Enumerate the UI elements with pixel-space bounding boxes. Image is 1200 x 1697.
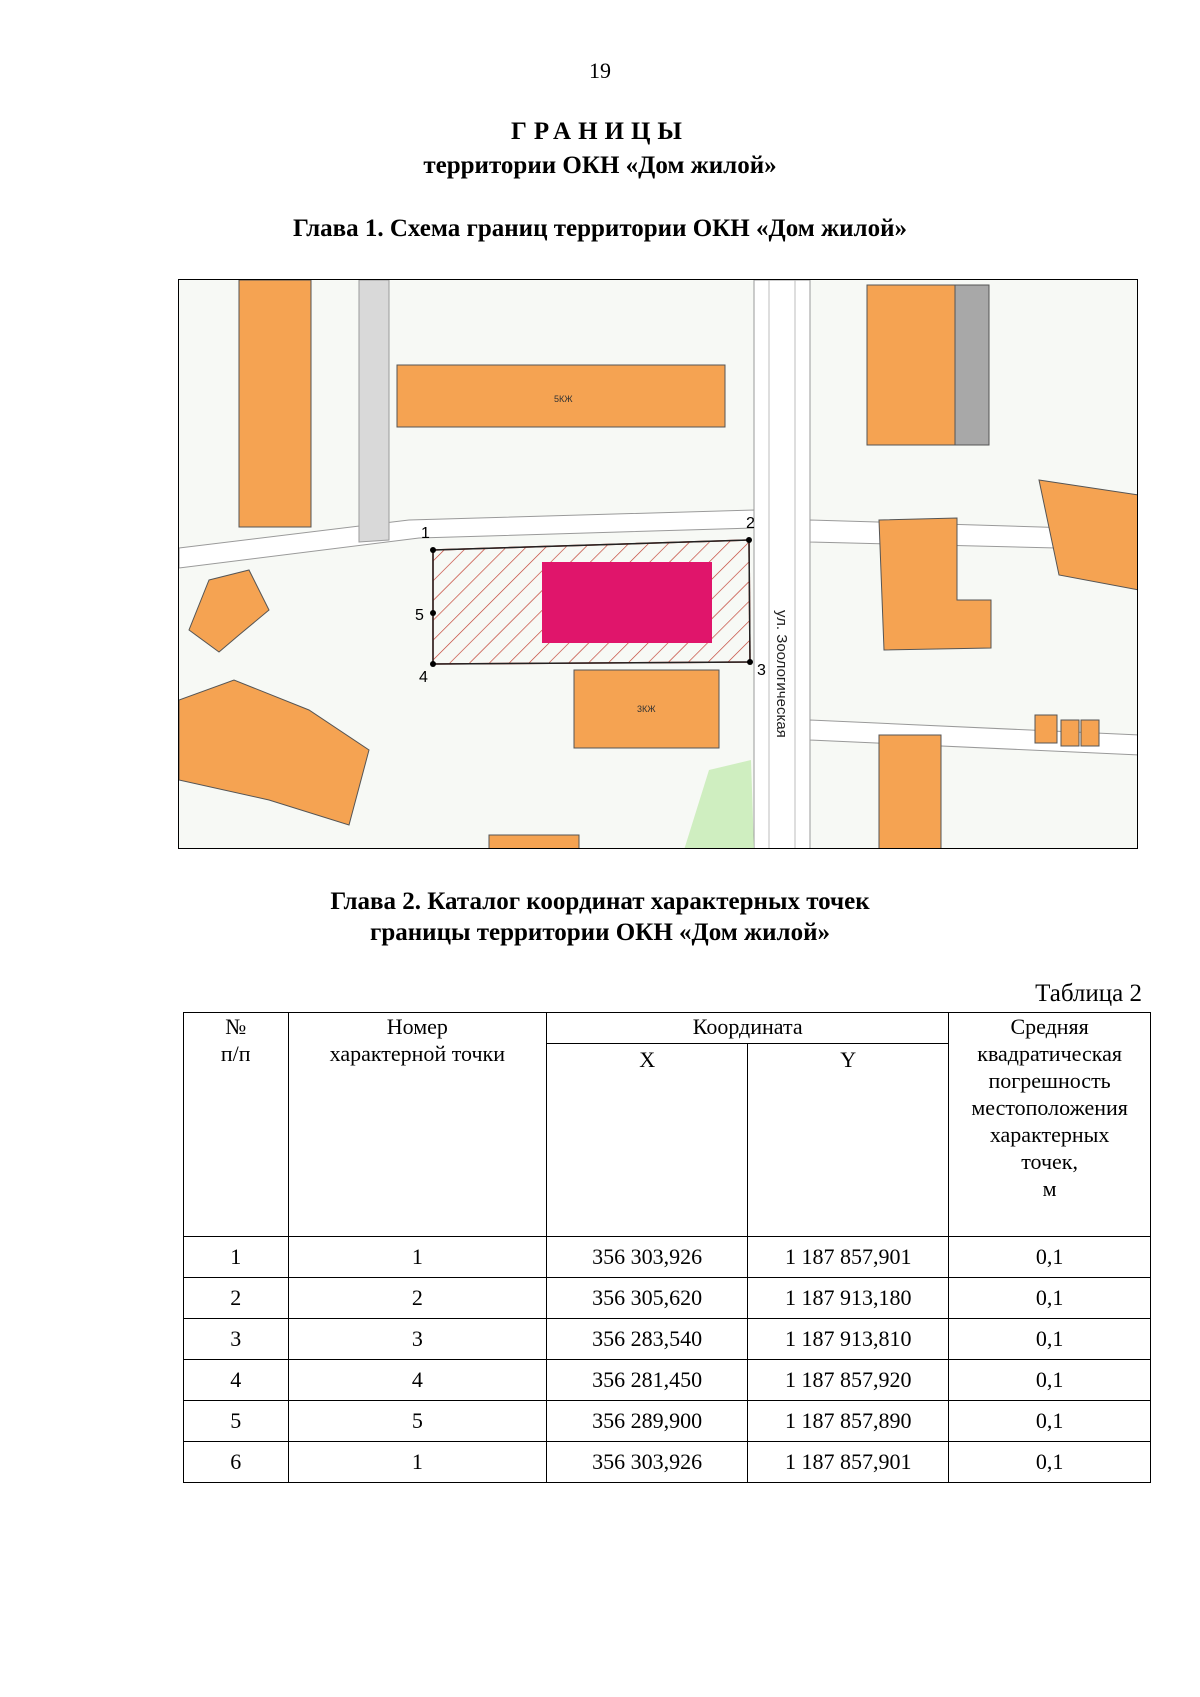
cell-y: 1 187 857,901 <box>748 1442 949 1483</box>
header-num-line2: п/п <box>220 1041 251 1066</box>
cell-error: 0,1 <box>949 1360 1151 1401</box>
cell-num: 4 <box>184 1360 289 1401</box>
cell-error: 0,1 <box>949 1237 1151 1278</box>
cell-num: 5 <box>184 1401 289 1442</box>
cell-x: 356 281,450 <box>547 1360 748 1401</box>
header-x: X <box>547 1044 748 1237</box>
document-title: ГРАНИЦЫ <box>511 118 689 145</box>
header-y: Y <box>748 1044 949 1237</box>
point-4-marker <box>430 661 436 667</box>
cell-point: 4 <box>288 1360 547 1401</box>
north-road <box>359 280 389 542</box>
header-error-line: характерных <box>989 1122 1110 1147</box>
point-1-label: 1 <box>421 525 430 542</box>
cell-point: 5 <box>288 1401 547 1442</box>
cell-error: 0,1 <box>949 1278 1151 1319</box>
table-row <box>184 1319 1151 1360</box>
coordinates-table <box>183 1012 1151 1483</box>
table-row <box>184 1442 1151 1483</box>
cell-y: 1 187 857,901 <box>748 1237 949 1278</box>
header-error-line: м <box>1042 1176 1057 1201</box>
cell-point: 1 <box>288 1237 547 1278</box>
header-point-line1: Номер <box>386 1014 448 1039</box>
building <box>1061 720 1079 746</box>
point-1-marker <box>430 547 436 553</box>
document-subtitle: территории ОКН «Дом жилой» <box>423 152 777 179</box>
page-number: 19 <box>589 58 611 83</box>
cell-y: 1 187 857,920 <box>748 1360 949 1401</box>
heritage-building <box>542 562 712 643</box>
cell-num: 3 <box>184 1319 289 1360</box>
cell-num: 6 <box>184 1442 289 1483</box>
point-3-marker <box>747 659 753 665</box>
building <box>189 570 269 652</box>
cell-point: 1 <box>288 1442 547 1483</box>
chapter1-heading: Глава 1. Схема границ территории ОКН «Дом жилой» <box>293 215 907 242</box>
map-svg <box>179 280 1138 849</box>
building <box>879 735 941 849</box>
point-2-label: 2 <box>746 515 755 532</box>
building <box>1081 720 1099 746</box>
cell-x: 356 305,620 <box>547 1278 748 1319</box>
table-row <box>184 1360 1151 1401</box>
cell-error: 0,1 <box>949 1319 1151 1360</box>
header-num <box>184 1013 289 1237</box>
table-caption: Таблица 2 <box>1035 980 1142 1007</box>
boundary-map <box>178 279 1138 849</box>
green-area <box>684 760 754 849</box>
table-row <box>184 1401 1151 1442</box>
cell-x: 356 303,926 <box>547 1237 748 1278</box>
cell-num: 2 <box>184 1278 289 1319</box>
header-error-line: квадратическая <box>977 1041 1122 1066</box>
building-label: 3КЖ <box>637 704 656 714</box>
building <box>1039 480 1138 590</box>
point-2-marker <box>746 537 752 543</box>
point-5-marker <box>430 610 436 616</box>
header-num-line1: № <box>225 1014 247 1039</box>
cell-point: 2 <box>288 1278 547 1319</box>
header-error-line: точек, <box>1021 1149 1078 1174</box>
cell-y: 1 187 913,180 <box>748 1278 949 1319</box>
table-row <box>184 1237 1151 1278</box>
cell-x: 356 303,926 <box>547 1442 748 1483</box>
point-4-label: 4 <box>419 669 428 686</box>
cell-num: 1 <box>184 1237 289 1278</box>
building <box>179 680 369 825</box>
building <box>239 280 311 527</box>
chapter2-heading-line2: границы территории ОКН «Дом жилой» <box>370 919 830 946</box>
street-label: ул. Зоологическая <box>773 610 790 738</box>
table-row <box>184 1278 1151 1319</box>
cell-error: 0,1 <box>949 1401 1151 1442</box>
header-point-line2: характерной точки <box>329 1041 505 1066</box>
chapter2-heading-line1: Глава 2. Каталог координат характерных точек <box>330 888 870 915</box>
header-point <box>288 1013 547 1237</box>
cell-x: 356 289,900 <box>547 1401 748 1442</box>
building <box>867 285 955 445</box>
header-error-line: Средняя <box>1010 1014 1089 1039</box>
header-coordinate: Координата <box>547 1013 949 1044</box>
building <box>1035 715 1057 743</box>
header-error-line: погрешность <box>988 1068 1111 1093</box>
building-label: 5КЖ <box>554 394 573 404</box>
cell-y: 1 187 913,810 <box>748 1319 949 1360</box>
header-error <box>949 1013 1151 1237</box>
chapter2-heading <box>0 886 1200 948</box>
main-road <box>754 280 810 849</box>
building-grey <box>955 285 989 445</box>
cell-y: 1 187 857,890 <box>748 1401 949 1442</box>
cell-x: 356 283,540 <box>547 1319 748 1360</box>
point-5-label: 5 <box>415 607 424 624</box>
cell-error: 0,1 <box>949 1442 1151 1483</box>
cell-point: 3 <box>288 1319 547 1360</box>
building <box>489 835 579 849</box>
header-error-line: местоположения <box>971 1095 1128 1120</box>
point-3-label: 3 <box>757 662 766 679</box>
